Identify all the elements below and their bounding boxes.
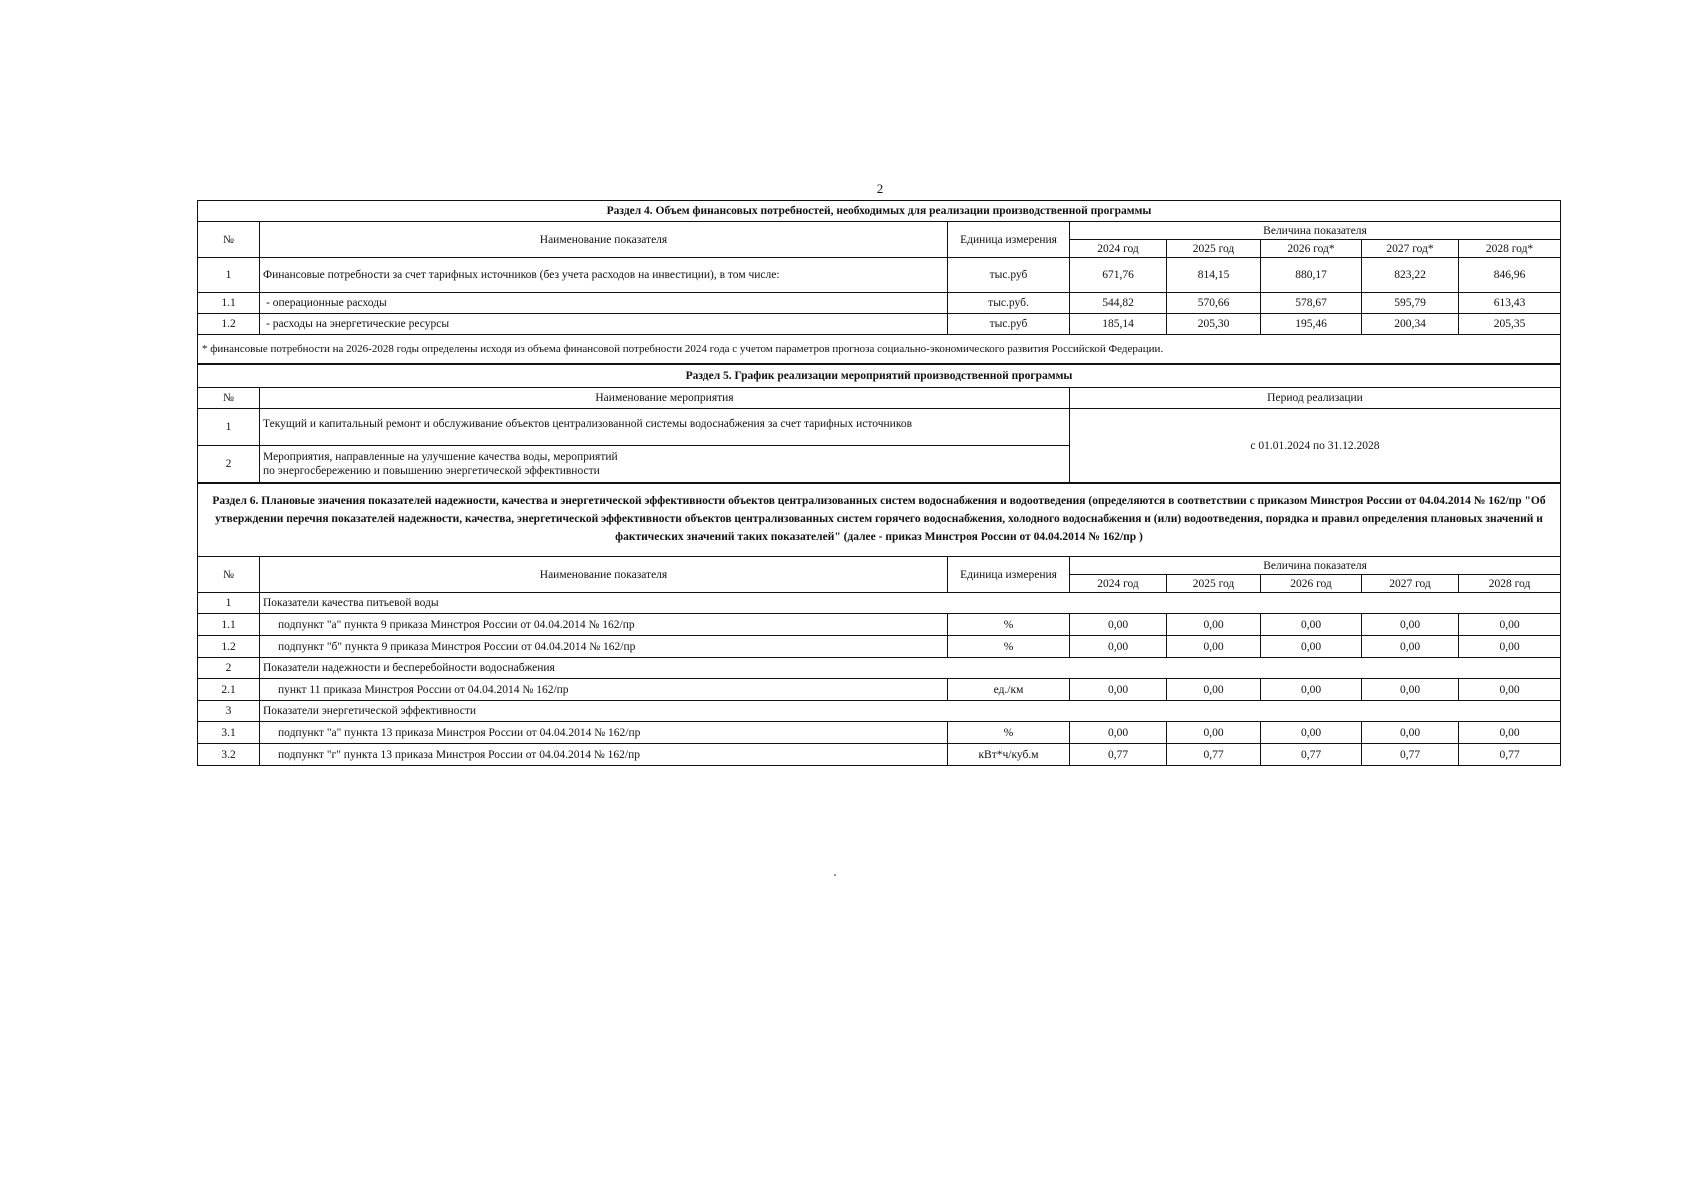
value-cell: 0,00 [1362,636,1459,658]
indicator-name: - операционные расходы [260,293,948,314]
value-cell: 570,66 [1167,293,1261,314]
scan-speck [834,874,836,876]
group-row [198,701,1561,722]
value-cell: 0,00 [1070,636,1167,658]
row-number: 3.2 [198,744,260,766]
value-cell: 0,00 [1167,636,1261,658]
indicator-name: пункт 11 приказа Минстроя России от 04.04.2014 № 162/пр [260,679,948,701]
indicator-name: - расходы на энергетические ресурсы [260,314,948,335]
col-name-header: Наименование показателя [260,557,948,593]
value-cell: 578,67 [1261,293,1362,314]
page-number: 2 [876,181,884,196]
activity-name: Текущий и капитальный ремонт и обслуживание объектов централизованной системы водоснабжения за счет тарифных источников [260,409,1070,446]
value-cell: 613,43 [1459,293,1561,314]
unit-cell: тыс.руб. [948,293,1070,314]
row-number: 1.2 [198,314,260,335]
unit-cell: % [948,722,1070,744]
value-cell: 0,00 [1070,722,1167,744]
indicator-name: подпункт "г" пункта 13 приказа Минстроя России от 04.04.2014 № 162/пр [260,744,948,766]
group-row [198,593,1561,614]
row-number: 1.1 [198,293,260,314]
table-row [198,679,1561,701]
year-header: 2027 год* [1362,240,1459,258]
row-number: 3.1 [198,722,260,744]
group-name: Показатели надежности и бесперебойности водоснабжения [260,658,1561,679]
value-cell: 205,30 [1167,314,1261,335]
year-header: 2026 год [1261,575,1362,593]
section5-table [197,364,1561,483]
value-cell: 0,77 [1261,744,1362,766]
activity-name-line: по энергосбережению и повышению энергетической эффективности [263,465,600,477]
unit-cell: % [948,614,1070,636]
col-activity-header: Наименование мероприятия [260,388,1070,409]
year-header: 2025 год [1167,240,1261,258]
table-row [198,314,1561,335]
year-header: 2028 год [1459,575,1561,593]
indicator-name: подпункт "а" пункта 9 приказа Минстроя России от 04.04.2014 № 162/пр [260,614,948,636]
value-cell: 0,00 [1070,679,1167,701]
value-cell: 0,00 [1261,636,1362,658]
section4-footnote: * финансовые потребности на 2026-2028 годы определены исходя из объема финансовой потребности 2024 года с учетом параметров прогноза социально-экономического развития Российской Федерации. [198,335,1561,364]
table-row [198,293,1561,314]
section5-title: Раздел 5. График реализации мероприятий производственной программы [198,365,1561,388]
year-header: 2026 год* [1261,240,1362,258]
table-row [198,744,1561,766]
section6-title: Раздел 6. Плановые значения показателей надежности, качества и энергетической эффективности объектов централизованных систем водоснабжения и водоотведения (определяются в соответствии с приказом Минстроя России от 04.04.2014 № 162/пр "Об утверждении перечня показателей надежности, качества, энергетической эффективности объектов централизованных систем горячего водоснабжения, холодного водоснабжения и (или) водоотведения, порядка и правил определения плановых значений и фактических значений таких показателей" (далее - приказ Минстроя России от 04.04.2014 № 162/пр ) [197,483,1561,556]
row-number: 1.1 [198,614,260,636]
value-cell: 0,00 [1261,679,1362,701]
row-number: 2 [198,446,260,483]
value-cell: 0,00 [1459,636,1561,658]
value-cell: 0,00 [1362,614,1459,636]
implementation-period: с 01.01.2024 по 31.12.2028 [1070,409,1561,483]
unit-cell: ед./км [948,679,1070,701]
col-period-header: Период реализации [1070,388,1561,409]
unit-cell: тыс.руб [948,314,1070,335]
col-unit-header: Единица измерения [948,557,1070,593]
value-cell: 205,35 [1459,314,1561,335]
col-unit-header: Единица измерения [948,222,1070,258]
table-row [198,258,1561,293]
value-cell: 0,00 [1362,722,1459,744]
value-cell: 0,00 [1167,722,1261,744]
value-cell: 0,00 [1459,679,1561,701]
value-cell: 0,00 [1070,614,1167,636]
unit-cell: кВт*ч/куб.м [948,744,1070,766]
col-value-header: Величина показателя [1070,222,1561,240]
indicator-name: подпункт "а" пункта 13 приказа Минстроя России от 04.04.2014 № 162/пр [260,722,948,744]
value-cell: 0,00 [1459,722,1561,744]
value-cell: 814,15 [1167,258,1261,293]
row-number: 1 [198,593,260,614]
value-cell: 595,79 [1362,293,1459,314]
value-cell: 0,00 [1362,679,1459,701]
col-number-header: № [198,222,260,258]
year-header: 2024 год [1070,240,1167,258]
col-value-header: Величина показателя [1070,557,1561,575]
value-cell: 200,34 [1362,314,1459,335]
indicator-name: Финансовые потребности за счет тарифных источников (без учета расходов на инвестиции), в том числе: [260,258,948,293]
table-row [198,614,1561,636]
row-number: 3 [198,701,260,722]
section4-table [197,200,1561,364]
value-cell: 0,00 [1167,679,1261,701]
activity-name-line: Мероприятия, направленные на улучшение качества воды, мероприятий [263,451,618,463]
col-number-header: № [198,388,260,409]
group-row [198,658,1561,679]
row-number: 1.2 [198,636,260,658]
year-header: 2028 год* [1459,240,1561,258]
value-cell: 0,00 [1459,614,1561,636]
value-cell: 671,76 [1070,258,1167,293]
row-number: 2 [198,658,260,679]
group-name: Показатели энергетической эффективности [260,701,1561,722]
row-number: 1 [198,258,260,293]
row-number: 1 [198,409,260,446]
value-cell: 195,46 [1261,314,1362,335]
table-row [198,722,1561,744]
unit-cell: тыс.руб [948,258,1070,293]
year-header: 2024 год [1070,575,1167,593]
value-cell: 0,77 [1362,744,1459,766]
document-sheet [197,200,1561,766]
value-cell: 544,82 [1070,293,1167,314]
value-cell: 185,14 [1070,314,1167,335]
unit-cell: % [948,636,1070,658]
value-cell: 846,96 [1459,258,1561,293]
value-cell: 0,77 [1167,744,1261,766]
year-header: 2027 год [1362,575,1459,593]
table-row [198,636,1561,658]
value-cell: 0,00 [1261,614,1362,636]
value-cell: 823,22 [1362,258,1459,293]
value-cell: 0,77 [1459,744,1561,766]
group-name: Показатели качества питьевой воды [260,593,1561,614]
row-number: 2.1 [198,679,260,701]
section6-table [197,556,1561,766]
year-header: 2025 год [1167,575,1261,593]
value-cell: 0,00 [1261,722,1362,744]
section4-title: Раздел 4. Объем финансовых потребностей, необходимых для реализации производственной программы [198,201,1561,222]
col-name-header: Наименование показателя [260,222,948,258]
value-cell: 880,17 [1261,258,1362,293]
value-cell: 0,00 [1167,614,1261,636]
col-number-header: № [198,557,260,593]
activity-name [260,446,1070,483]
indicator-name: подпункт "б" пункта 9 приказа Минстроя России от 04.04.2014 № 162/пр [260,636,948,658]
value-cell: 0,77 [1070,744,1167,766]
